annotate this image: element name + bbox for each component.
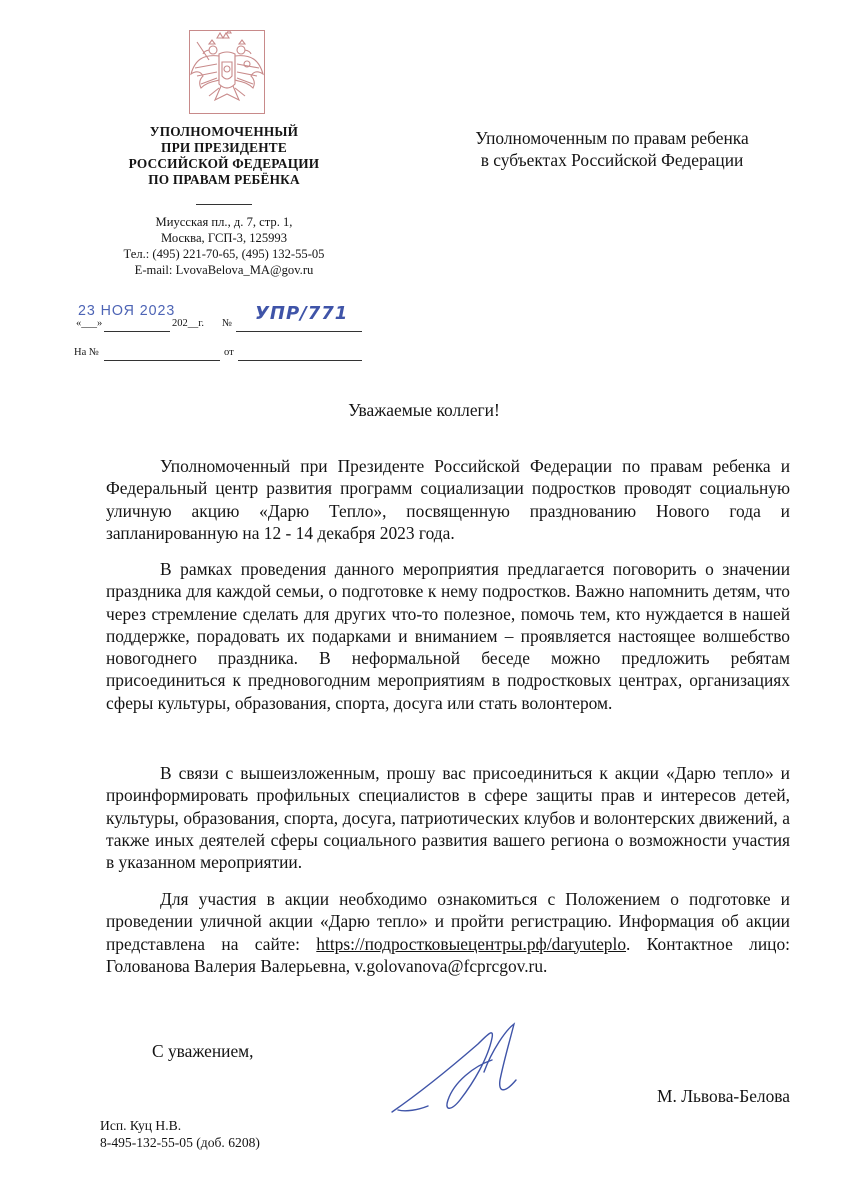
recipient-line-1: Уполномоченным по правам ребенка xyxy=(475,128,749,148)
body-paragraph-2-text: В рамках проведения данного мероприятия предлагается поговорить о значении праздника для каждой семьи, о подготовке к нему подростков. Важно напомнить детям, что через стремление сделать для других что-то полезное, помочь тем, кто нуждается в нашей поддержке, порадовать их подарками и вниманием – проявляется настоящее волшебство новогоднего праздника. В неформальной беседе можно предложить ребятам присоединиться к предновогодним мероприятиям в подростковых центрах, организациях сферы культуры, образования, спорта, досуга или стать волонтером. xyxy=(106,559,790,713)
registration-date-stamp: 23 НОЯ 2023 xyxy=(78,302,176,319)
body-paragraph-4 xyxy=(106,888,790,977)
date-day-field: «___» xyxy=(76,318,103,329)
number-line xyxy=(236,331,362,332)
sender-org-line-2: ПРИ ПРЕЗИДЕНТЕ xyxy=(161,140,287,155)
body-paragraph-1 xyxy=(106,455,790,544)
body-paragraph-3-text: В связи с вышеизложенным, прошу вас присоединиться к акции «Дарю тепло» и проинформировать профильных специалистов в сфере защиты прав и интересов детей, культуры, образования, спорта, досуга, патриотических клубов и волонтерских движений, а также иных деятелей сферы социального развития вашего региона о возможности участия в указанном мероприятии. xyxy=(106,763,790,873)
sender-phone: Тел.: (495) 221-70-65, (495) 132-55-05 xyxy=(123,247,325,261)
body-paragraph-3 xyxy=(106,762,790,873)
sender-address-line-1: Миусская пл., д. 7, стр. 1, xyxy=(155,215,293,229)
body-paragraph-1-text: Уполномоченный при Президенте Российской Федерации по правам ребенка и Федеральный центр развития программ социализации подростков проводят социальную уличную акцию «Дарю Тепло», посвященную празднованию Нового года и запланированную на 12 - 14 декабря 2023 года. xyxy=(106,456,790,543)
event-website-link[interactable]: https://подростковыецентры.рф/daryuteplo xyxy=(316,933,627,954)
body-paragraph-2 xyxy=(106,558,790,714)
sender-divider xyxy=(196,204,252,205)
executor-phone: 8-495-132-55-05 (доб. 6208) xyxy=(100,1135,260,1150)
number-label: № xyxy=(222,318,233,329)
executor-name: Исп. Куц Н.В. xyxy=(100,1118,182,1133)
sender-org-line-3: РОССИЙСКОЙ ФЕДЕРАЦИИ xyxy=(128,156,320,171)
reference-from-label: от xyxy=(224,347,234,358)
paragraph-4-text: Для участия в акции необходимо ознакомиться с Положением о подготовке и проведении уличной акции «Дарю тепло» и пройти регистрацию. Информация об акции представлена на сайте: xyxy=(106,889,790,954)
reference-number-line xyxy=(104,360,220,361)
paragraph-4-contact: . Контактное лицо: Голованова Валерия Валерьевна, v.golovanova@fcprcgov.ru. xyxy=(106,933,790,976)
sender-org-line-1: УПОЛНОМОЧЕННЫЙ xyxy=(149,124,299,139)
sender-org-line-4: ПО ПРАВАМ РЕБЁНКА xyxy=(148,172,300,187)
date-month-line xyxy=(104,331,170,332)
handwritten-signature xyxy=(388,1020,538,1120)
sender-address-line-2: Москва, ГСП-3, 125993 xyxy=(160,231,288,245)
recipient-line-2: в субъектах Российской Федерации xyxy=(480,150,744,170)
signer-name: М. Львова-Белова xyxy=(657,1086,790,1106)
double-headed-eagle-icon xyxy=(189,30,265,114)
reference-label: На № xyxy=(74,347,99,358)
reference-date-line xyxy=(238,360,362,361)
closing-phrase: С уважением, xyxy=(152,1041,254,1061)
handwritten-registration-number: УПР/771 xyxy=(255,303,349,324)
date-year-field: 202__г. xyxy=(172,318,204,329)
salutation: Уважаемые коллеги! xyxy=(348,400,500,420)
sender-email: E-mail: LvovaBelova_MA@gov.ru xyxy=(134,263,314,277)
